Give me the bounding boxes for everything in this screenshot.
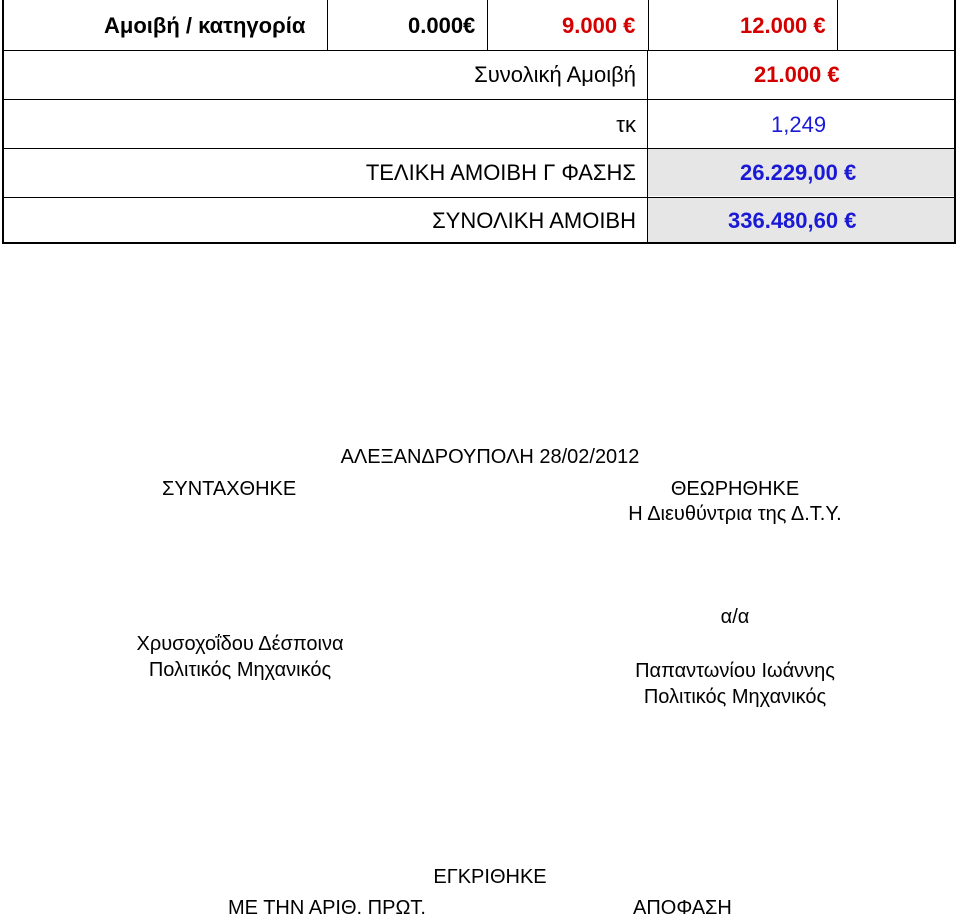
fee-category-value-2: 9.000 € bbox=[562, 13, 636, 38]
compiled-label: ΣΥΝΤΑΧΘΗΚΕ bbox=[162, 478, 297, 500]
overall-fee-value: 336.480,60 € bbox=[728, 208, 857, 233]
approval-number-label: ΜΕ ΤΗΝ ΑΡΙΘ. ΠΡΩΤ. bbox=[228, 897, 426, 919]
final-phase-fee-label: ΤΕΛΙΚΗ ΑΜΟΙΒΗ Γ ΦΑΣΗΣ bbox=[365, 160, 636, 185]
compiler-name: Χρυσοχοΐδου Δέσποινα bbox=[136, 633, 344, 655]
reviewed-label: ΘΕΩΡΗΘΗΚΕ bbox=[670, 478, 800, 500]
reviewer-name: Παπαντωνίου Ιωάννης bbox=[635, 660, 835, 682]
overall-fee-label: ΣΥΝΟΛΙΚΗ ΑΜΟΙΒΗ bbox=[432, 208, 636, 233]
fee-category-value-3: 12.000 € bbox=[740, 13, 826, 38]
tk-value: 1,249 bbox=[771, 112, 827, 137]
total-fee-value: 21.000 € bbox=[754, 62, 840, 87]
approved-label: ΕΓΚΡΙΘΗΚΕ bbox=[433, 866, 547, 888]
aa-label: α/α bbox=[720, 606, 750, 628]
director-title: Η Διευθύντρια της Δ.Τ.Υ. bbox=[628, 503, 842, 525]
place-date: ΑΛΕΞΑΝΔΡΟΥΠΟΛΗ 28/02/2012 bbox=[340, 446, 640, 468]
fee-per-category-label: Αμοιβή / κατηγορία bbox=[104, 13, 306, 38]
fee-category-value-1: 0.000€ bbox=[408, 13, 476, 38]
tk-label: τκ bbox=[616, 112, 636, 137]
final-phase-fee-value: 26.229,00 € bbox=[740, 160, 857, 185]
compiler-role: Πολιτικός Μηχανικός bbox=[148, 659, 332, 681]
total-fee-label: Συνολική Αμοιβή bbox=[474, 62, 636, 87]
reviewer-role: Πολιτικός Μηχανικός bbox=[643, 686, 827, 708]
decision-label: ΑΠΟΦΑΣΗ bbox=[633, 897, 732, 919]
